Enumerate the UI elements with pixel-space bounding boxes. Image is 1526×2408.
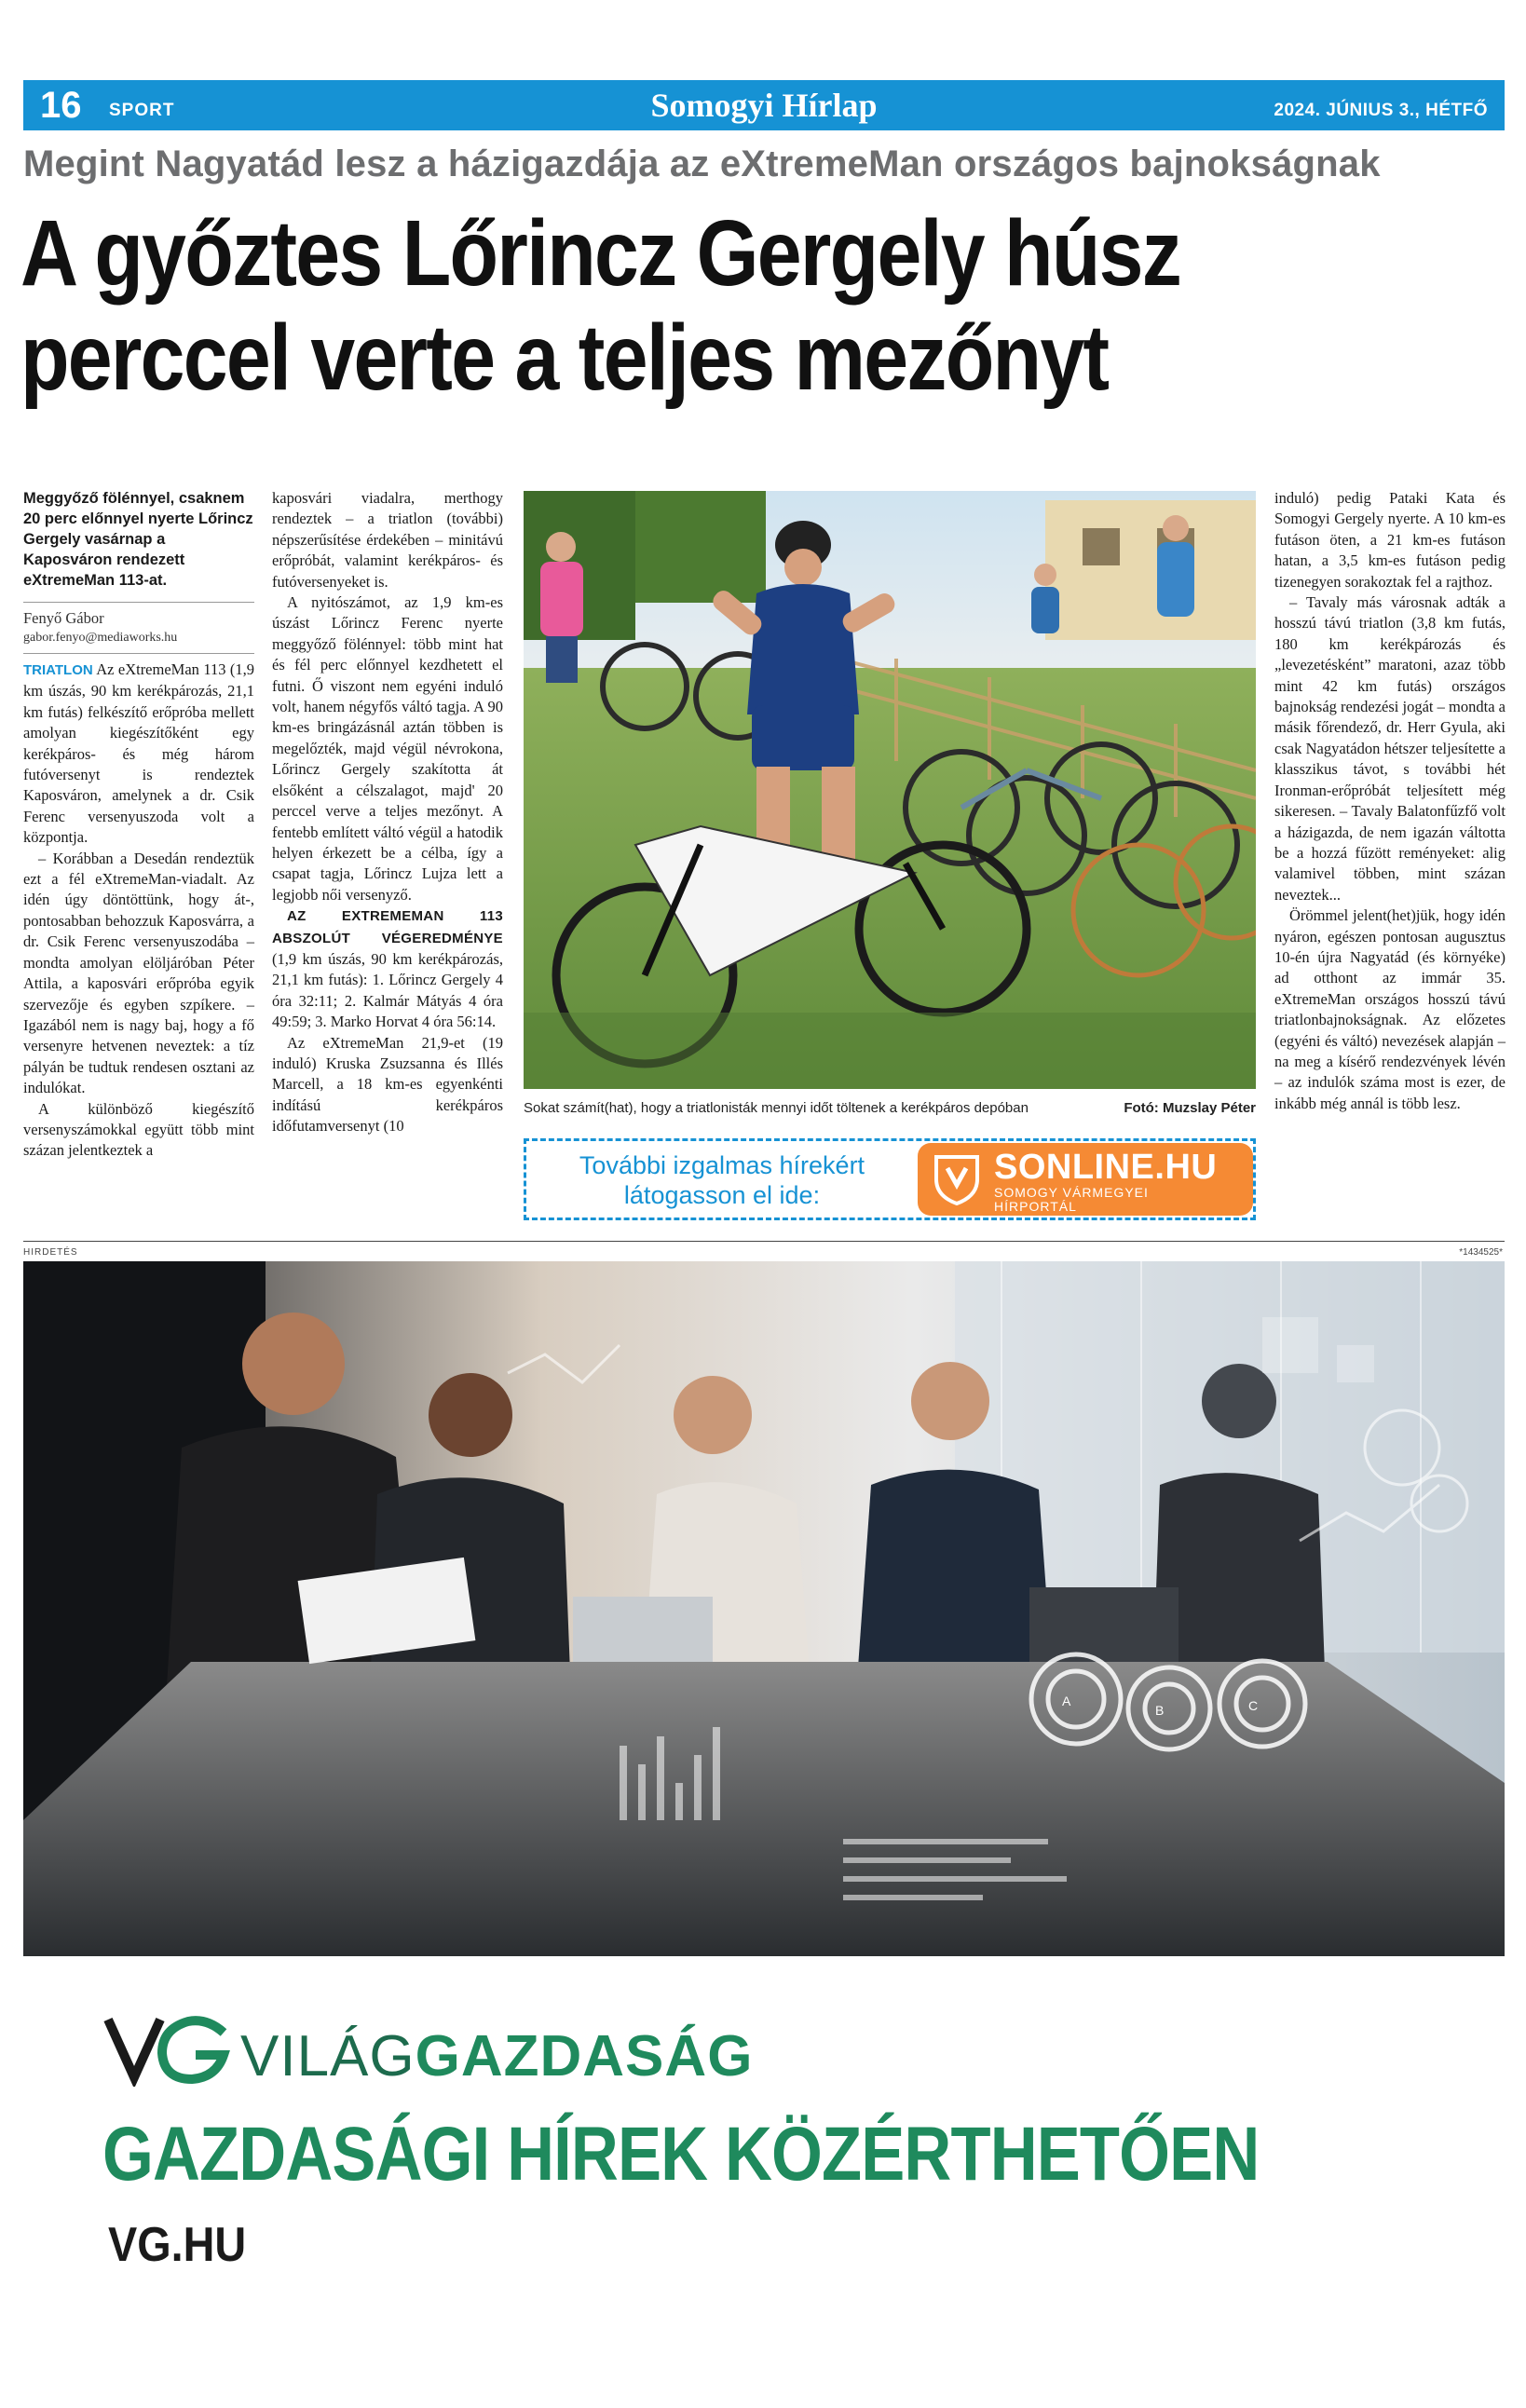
photo-credit: Fotó: Muzslay Péter xyxy=(1124,1100,1256,1116)
author-email: gabor.fenyo@mediaworks.hu xyxy=(23,631,178,645)
body-text: Az eXtremeMan 113 (1,9 km úszás, 90 km kerékpározás, 21,1 km futás) felkészítő erőpróba mellett amolyan kiegészítőként egy kerékpáros- és még három futóversenyt is rendeztek Kaposváron, amelynek a dr. Csik Ferenc versenyuszoda volt a központja. xyxy=(23,660,254,847)
headline-line-1: A győztes Lőrincz Gergely húsz xyxy=(20,201,1181,306)
promo-text-line-1: További izgalmas hírekért xyxy=(579,1151,865,1179)
bike-depot-illustration xyxy=(524,491,1256,1089)
promo-text-line-2: látogasson el ide: xyxy=(623,1181,821,1209)
promo-brand-subtitle-line-2: HÍRPORTÁL xyxy=(994,1199,1077,1214)
promo-brand-subtitle-line-1: SOMOGY VÁRMEGYEI xyxy=(994,1185,1149,1200)
promo-brand-badge[interactable] xyxy=(918,1143,1253,1216)
byline-divider-bottom xyxy=(23,653,254,654)
newspaper-title: Somogyi Hírlap xyxy=(650,87,878,124)
article-column-2 xyxy=(272,488,503,1137)
ad-divider xyxy=(23,1241,1505,1242)
body-paragraph: – Tavaly más városnak adták a hosszú távú triatlon (3,8 km futás, 180 km kerékpározás és „levezetésként” maratoni, azaz több mint 42 km futás) országos bajnokság rendezési jogát – mondta a másik főrendező, dr. Herr Gyula, aki csak Nagyatádon hétszer teljesítette a klasszikus távot, s további hét Ironman-erőpróbát teljesített még sikeresen. – Tavaly Balatonfűzfő volt a házigazda, de nem igazán váltotta be a hozzá fűzött reményeket: alig valamivel többen, mint százan neveztek... xyxy=(1274,593,1506,904)
vg-url-link[interactable]: VG.HU xyxy=(108,2218,247,2272)
ad-code: *1434525* xyxy=(1459,1247,1503,1258)
body-paragraph: A különböző kiegészítő versenyszámokkal együtt több mint százan jelentkeztek a xyxy=(23,1099,254,1160)
body-paragraph: Örömmel jelent(het)jük, hogy idén nyáron, egészen pontosan augusztus 10-én újra Nagyatád (és környéke) ad otthont az immár 35. eXtremeMan országos hosszú távú triatlonbajnokságnak. Az előzetes (egyéni és váltó) nevezések alapján – na meg a kísérő rendezvények lévén – az indulók száma most is ezer, de inkább még annál is több lesz. xyxy=(1274,906,1506,1112)
byline-divider xyxy=(23,602,254,603)
vg-brand-light: VILÁG xyxy=(240,2024,416,2088)
business-meeting-illustration xyxy=(23,1261,1505,1956)
section-label: SPORT xyxy=(109,101,175,120)
promo-brand-name: SONLINE.HU xyxy=(994,1148,1218,1187)
results-paragraph xyxy=(272,905,503,1032)
results-heading: AZ EXTREMEMAN 113 ABSZOLÚT VÉGEREDMÉNYE xyxy=(272,908,503,946)
body-paragraph xyxy=(23,660,254,849)
page-header xyxy=(23,80,1505,130)
article-kicker: Megint Nagyatád lesz a házigazdája az eXtremeMan országos bajnokságnak xyxy=(23,143,1381,184)
vg-brand-bold: GAZDASÁG xyxy=(415,2024,754,2088)
issue-date: 2024. JÚNIUS 3., HÉTFŐ xyxy=(1274,101,1488,120)
article-photo xyxy=(524,491,1256,1089)
headline-line-2: perccel verte a teljes mezőnyt xyxy=(20,306,1109,410)
body-paragraph: Az eXtremeMan 21,9-et (19 induló) Kruska Zsuzsanna és Illés Marcell, a 18 km-es egyenkénti indítású kerékpáros időfutamversenyt (10 xyxy=(272,1033,503,1136)
caption-text: Sokat számít(hat), hogy a triatlonisták mennyi időt töltenek a kerékpáros depóban xyxy=(524,1100,1029,1116)
ad-label: HIRDETÉS xyxy=(23,1247,78,1258)
chart-letter-a: A xyxy=(1062,1694,1071,1708)
body-paragraph: A nyitószámot, az 1,9 km-es úszást Lőrincz Ferenc nyerte meggyőző fölénnyel: több mint hat és fél perc előnnyel kezdhetett el futni. Ő viszont nem egyéni induló volt, hanem négyfős váltó tagja. A 90 km-es bringázásnál aztán többen is megelőzték, majd végül névrokona, Lőrincz Gergely szakította át elsőként a célszalagot, majd' 20 perccel verve a teljes mezőnyt. A fentebb említett váltó végül a hatodik helyen érkezett be a célba, így a csapat tagja, Lőrincz Lujza lett a legjobb női versenyző. xyxy=(272,593,503,904)
vg-slogan: GAZDASÁGI HÍREK KÖZÉRTHETŐEN xyxy=(102,2112,1260,2197)
article-column-4 xyxy=(1274,488,1506,1114)
body-paragraph: – Korábban a Desedán rendeztük ezt a fél eXtremeMan-viadalt. Az idén úgy döntöttünk, hogy át-, pontosabban behozzuk Kaposvárra, a dr. Csik Ferenc versenyuszodába – mondta amolyan elöljáróban Péter Attila, a kaposvári erőpróba egyik szervezője és egyben szpíkere. – Igazából nem is nagy baj, hogy a fő versenyre hetvenen neveztek: a tíz pályán be tudtuk rendesen osztani az indulókat. xyxy=(23,849,254,1097)
results-text: (1,9 km úszás, 90 km kerékpározás, 21,1 km futás): 1. Lőrincz Gergely 4 óra 32:11; 2. Kalmár Mátyás 4 óra 49:59; 3. Marko Horvat 4 óra 56:14. xyxy=(272,949,503,1031)
ad-photo xyxy=(23,1261,1505,1956)
body-paragraph: induló) pedig Pataki Kata és Somogyi Gergely nyerte. A 10 km-es futáson öten, a 21 km-es futáson hatan, a 3,5 km-es futáson pedig tizenegyen sorakoztak fel a rajthoz. xyxy=(1274,489,1506,591)
body-paragraph: kaposvári viadalra, merthogy rendeztek – a triatlon (további) népszerűsítése érdekében – minitávú erőpróbát, valamint kerékpáros- és futóversenyeket is. xyxy=(272,489,503,591)
vg-logo-icon xyxy=(102,2012,233,2087)
chart-letter-c: C xyxy=(1248,1698,1259,1713)
vg-brand xyxy=(240,2023,753,2090)
promo-brand-subtitle xyxy=(994,1186,1149,1214)
article-headline xyxy=(20,201,1302,410)
author-name: Fenyő Gábor xyxy=(23,609,104,627)
shield-icon xyxy=(933,1153,981,1205)
chart-letter-b: B xyxy=(1155,1703,1165,1718)
article-column-1 xyxy=(23,488,254,1162)
sonline-promo[interactable] xyxy=(524,1138,1256,1220)
section-tag: TRIATLON xyxy=(23,662,93,678)
page-number: 16 xyxy=(40,85,82,126)
article-lead: Meggyőző fölénnyel, csaknem 20 perc előnnyel nyerte Lőrincz Gergely vasárnap a Kaposváron rendezett eXtremeMan 113-at. xyxy=(23,490,253,589)
promo-text xyxy=(536,1150,908,1210)
photo-caption xyxy=(524,1099,1256,1118)
